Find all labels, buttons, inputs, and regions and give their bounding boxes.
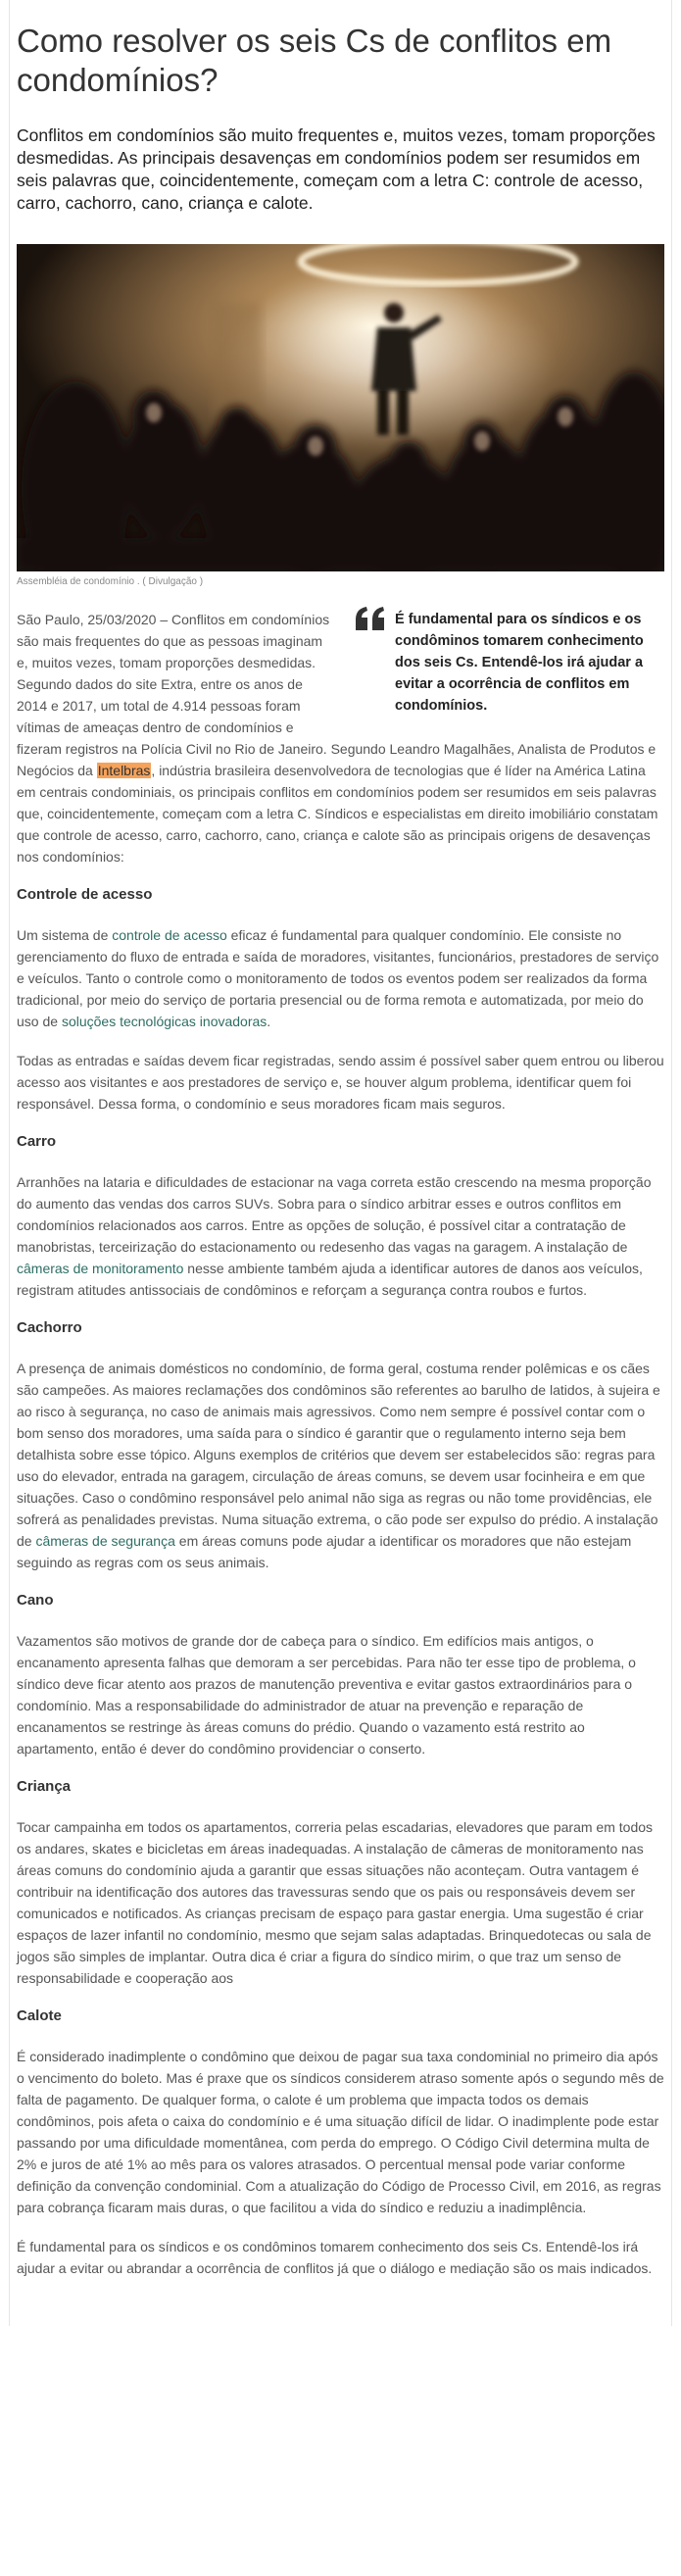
section-controle-paragraph-2: Todas as entradas e saídas devem ficar registradas, sendo assim é possível saber quem entrou ou liberou acesso aos visitantes e aos prestadores de serviço e, se houver algum problema, identificar quem foi responsável. Dessa forma, o condomínio e seus moradores ficam mais seguros. bbox=[17, 1053, 664, 1112]
section-calote-paragraph: É considerado inadimplente o condômino que deixou de pagar sua taxa condominial no primeiro dia após o vencimento do boleto. Mas é praxe que os síndicos considerem atraso somente após o segundo mês de falta de pagamento. De qualquer forma, o calote é um problema que impacta todos os demais condôminos, pois afeta o caixa do condomínio e é uma situação difícil de lidar. O inadimplente pode estar passando por uma dificuldade momentânea, com perda do emprego. O Código Civil determina multa de 2% e juros de até 1% ao mês para os valores atrasados. O percentual mensal pode variar conforme definição da convenção condominial. Com a atualização do Código de Processo Civil, em 2016, as regras para cobrança ficaram mais duras, o que facilitou a vida do síndico e reduziu a inadimplência. bbox=[17, 2049, 664, 2215]
section-title-controle: Controle de acesso bbox=[17, 886, 153, 903]
section-title-cano: Cano bbox=[17, 1592, 54, 1609]
article-body bbox=[17, 609, 664, 2279]
conference-photo bbox=[17, 244, 664, 571]
text: A presença de animais domésticos no condomínio, de forma geral, costuma render polêmicas e os cães são campeões. As maiores reclamações dos condôminos são referentes ao barulho de latidos, à sujeira e ao risco à segurança, no caso de animais mais agressivos. Como nem sempre é possível contar com o bom senso dos moradores, uma saída para o síndico é garantir que o regulamento interno seja bem detalhista sobre esse tópico. Alguns exemplos de critérios que devem ser estabelecidos são: regras para uso do elevador, entrada na garagem, circulação de áreas comuns, se devem usar focinheira e em que situações. Caso o condômino responsável pelo animal não siga as regras ou não tome providências, ele sofrerá as penalidades previstas. Numa situação extrema, o cão pode ser expulso do prédio. A instalação de bbox=[17, 1361, 660, 1549]
pullquote-text: É fundamental para os síndicos e os condôminos tomarem conhecimento dos seis Cs. Entendê-los irá ajudar a evitar a ocorrência de conflitos em condomínios. bbox=[395, 612, 644, 714]
text: Um sistema de bbox=[17, 927, 113, 943]
article-title: Como resolver os seis Cs de conflitos em condomínios? bbox=[17, 23, 612, 98]
text: . bbox=[267, 1014, 271, 1029]
section-title-crianca: Criança bbox=[17, 1778, 72, 1795]
quote-mark-icon bbox=[356, 607, 385, 630]
cameras-seguranca-link[interactable]: câmeras de segurança bbox=[35, 1533, 175, 1549]
text: eficaz é fundamental para qualquer condomínio. Ele consiste no gerenciamento do fluxo de entrada e saída de moradores, visitantes, funcionários, prestadores de serviço e veículos. Tanto o controle como o monitoramento de todos os eventos podem ser realizados da forma tradicional, por meio do serviço de portaria presencial ou de forma remota e automatizada, por meio do uso de bbox=[17, 927, 659, 1029]
text: em áreas comuns pode ajudar a identificar os moradores que não estejam seguindo as regras com os seus animais. bbox=[17, 1533, 632, 1570]
solucoes-tecnologicas-link[interactable]: soluções tecnológicas inovadoras bbox=[61, 1014, 268, 1029]
text: Arranhões na lataria e dificuldades de estacionar na vaga correta estão crescendo na mesma proporção do aumento das vendas dos carros SUVs. Sobra para o síndico arbitrar esses e outros conflitos em condomínios relacionados aos carros. Entre as opções de solução, é possível citar a contratação de manobristas, terceirização do estacionamento ou redesenho das vagas na garagem. A instalação de bbox=[17, 1174, 652, 1255]
article-lead: Conflitos em condomínios são muito frequentes e, muitos vezes, tomam proporções desmedidas. As principais desavenças em condomínios podem ser resumidos em seis palavras que, coincidentemente, começam com a letra C: controle de acesso, carro, cachorro, cano, criança e calote. bbox=[17, 125, 656, 213]
dateline: São Paulo, 25/03/2020 – bbox=[17, 612, 169, 627]
intro-text-b: , indústria brasileira desenvolvedora de tecnologias que é líder na América Latina em centrais condominiais, os principais conflitos em condomínios podem ser resumidos em seis palavras que, coincidentemente, começam com a letra C. Síndicos e especialistas em direito imobiliário constatam que controle de acesso, carro, cachorro, cano, criança e calote são as principais origens de desavenças nos condomínios: bbox=[17, 763, 658, 865]
brand-highlight: Intelbras bbox=[97, 763, 151, 778]
section-title-carro: Carro bbox=[17, 1133, 57, 1150]
image-caption: Assembléia de condomínio . ( Divulgação ) bbox=[17, 576, 204, 587]
section-cachorro-paragraph bbox=[17, 1358, 664, 1573]
text: nesse ambiente também ajuda a identificar autores de danos aos veículos, registram atitudes antissociais de condôminos e reforçam a segurança contra roubos e furtos. bbox=[17, 1261, 643, 1298]
cameras-monitoramento-link[interactable]: câmeras de monitoramento bbox=[17, 1261, 184, 1276]
intro-text-a: Conflitos em condomínios são mais frequentes do que as pessoas imaginam e, muitos vezes, tomam proporções desmedidas. Segundo dados do site Extra, entre os anos de 2014 e 2017, um total de 4.914 pessoas foram vítimas de ameaças dentro de condomínios e fizeram registros na Polícia Civil no Rio de Janeiro. Segundo Leandro Magalhães, Analista de Produtos e Negócios da bbox=[17, 612, 657, 778]
article-page bbox=[9, 0, 672, 2326]
section-title-cachorro: Cachorro bbox=[17, 1319, 82, 1336]
pullquote bbox=[356, 609, 664, 717]
section-cano-paragraph: Vazamentos são motivos de grande dor de cabeça para o síndico. Em edifícios mais antigos, o encanamento apresenta falhas que demoram a ser percebidas. Para não ter esse tipo de problema, o síndico deve ficar atento aos prazos de manutenção preventiva e evitar gastos extraordinários para o condomínio. Mas a responsabilidade do administrador de atuar na prevenção e reparação de encanamentos se restringe às áreas comuns do prédio. Quando o vazamento está restrito ao apartamento, então é dever do condômino providenciar o conserto. bbox=[17, 1633, 636, 1757]
section-controle-paragraph-1 bbox=[17, 924, 664, 1032]
controle-de-acesso-link[interactable]: controle de acesso bbox=[112, 927, 227, 943]
article-hero-image bbox=[17, 244, 664, 571]
section-crianca-paragraph: Tocar campainha em todos os apartamentos, correria pelas escadarias, elevadores que param em todos os andares, skates e bicicletas em áreas inadequadas. A instalação de câmeras de monitoramento nas áreas comuns do condomínio ajuda a garantir que essas situações não aconteçam. Outra vantagem é contribuir na identificação dos autores das travessuras sendo que os pais ou responsáveis devem ser comunicados e notificados. As crianças precisam de espaço para gastar energia. Uma sugestão é criar espaços de lazer infantil no condomínio, mesmo que sejam salas adaptadas. Brinquedotecas ou sala de jogos são simples de implantar. Outra dica é criar a figura do síndico mirim, o que traz um senso de responsabilidade e cooperação aos bbox=[17, 1819, 654, 1986]
closing-paragraph: É fundamental para os síndicos e os condôminos tomarem conhecimento dos seis Cs. Entendê-los irá ajudar a evitar ou abrandar a ocorrência de conflitos já que o diálogo e mediação são os mais indicados. bbox=[17, 2239, 653, 2276]
section-carro-paragraph bbox=[17, 1171, 664, 1301]
section-title-calote: Calote bbox=[17, 2007, 62, 2024]
